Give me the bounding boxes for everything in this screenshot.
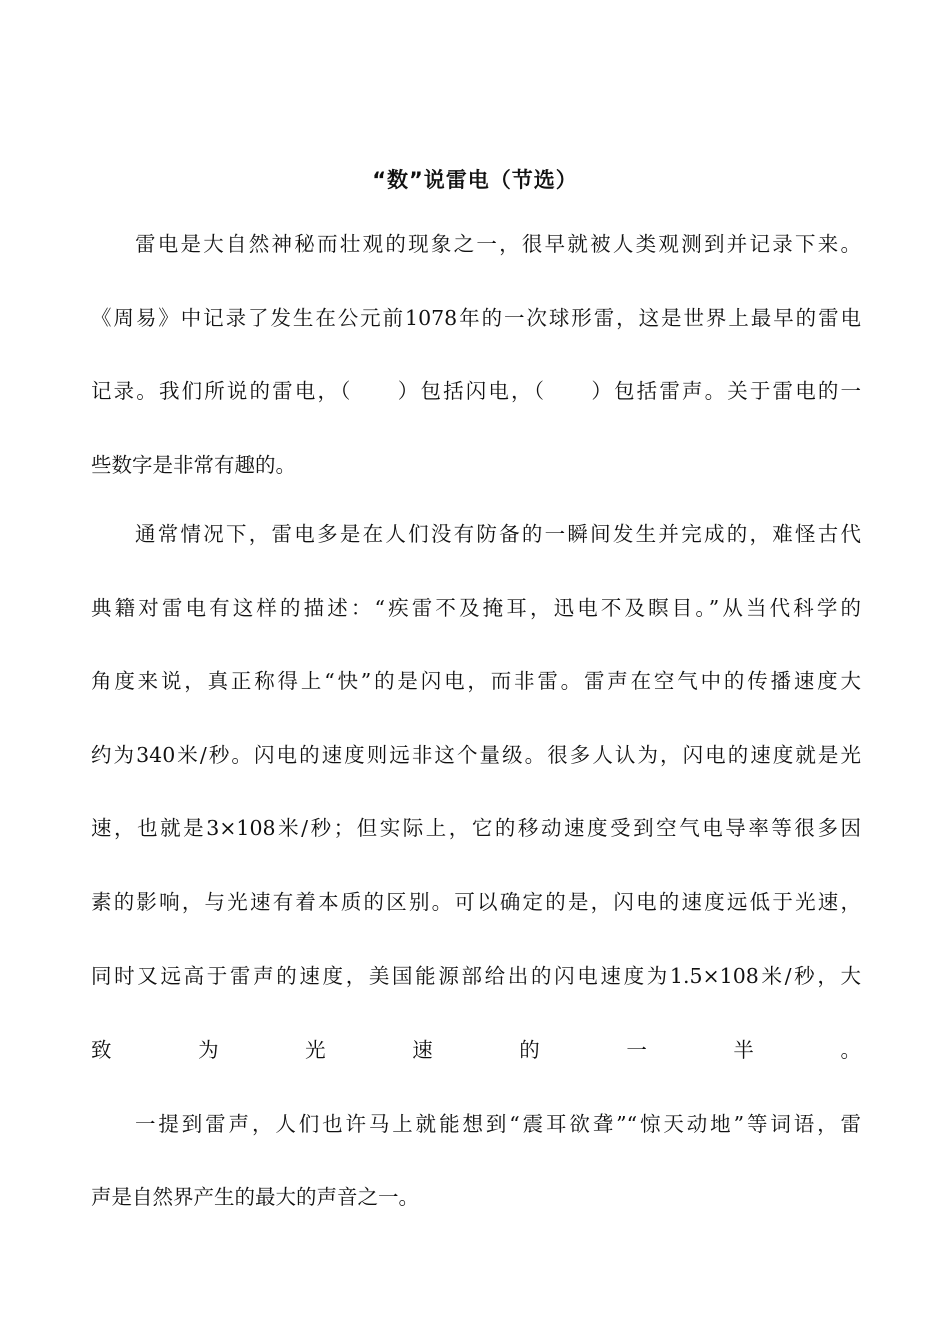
paragraph-2-line-1: 通常情况下，雷电多是在人们没有防备的一瞬间发生并完成的，难怪古代: [135, 522, 861, 546]
paragraph-2-line-8: 致 为 光 速 的 一 半 。: [91, 1038, 861, 1062]
paragraph-2-line-2: 典籍对雷电有这样的描述：“疾雷不及掩耳，迅电不及瞑目。”从当代科学的: [91, 596, 861, 620]
paragraph-3-line-1: 一提到雷声，人们也许马上就能想到“震耳欲聋”“惊天动地”等词语，雷: [135, 1112, 861, 1136]
paragraph-1-line-4: 些数字是非常有趣的。: [91, 453, 296, 477]
paragraph-1-line-2: 《周易》中记录了发生在公元前1078年的一次球形雷，这是世界上最早的雷电: [91, 306, 861, 330]
paragraph-1-line-3: 记录。我们所说的雷电，（ ）包括闪电，（ ）包括雷声。关于雷电的一: [91, 379, 861, 403]
paragraph-2-line-7: 同时又远高于雷声的速度，美国能源部给出的闪电速度为1.5×108米/秒，大: [91, 964, 861, 988]
paragraph-1-line-1: 雷电是大自然神秘而壮观的现象之一，很早就被人类观测到并记录下来。: [135, 232, 861, 256]
paragraph-2-line-4: 约为340米/秒。闪电的速度则远非这个量级。很多人认为，闪电的速度就是光: [91, 743, 861, 767]
paragraph-3-line-2: 声是自然界产生的最大的声音之一。: [91, 1185, 419, 1209]
paragraph-2-line-3: 角度来说，真正称得上“快”的是闪电，而非雷。雷声在空气中的传播速度大: [91, 669, 861, 693]
article-title: “数”说雷电（节选）: [372, 168, 578, 192]
paragraph-2-line-6: 素的影响，与光速有着本质的区别。可以确定的是，闪电的速度远低于光速，: [91, 890, 861, 914]
paragraph-2-line-5: 速，也就是3×108米/秒；但实际上，它的移动速度受到空气电导率等很多因: [91, 816, 861, 840]
